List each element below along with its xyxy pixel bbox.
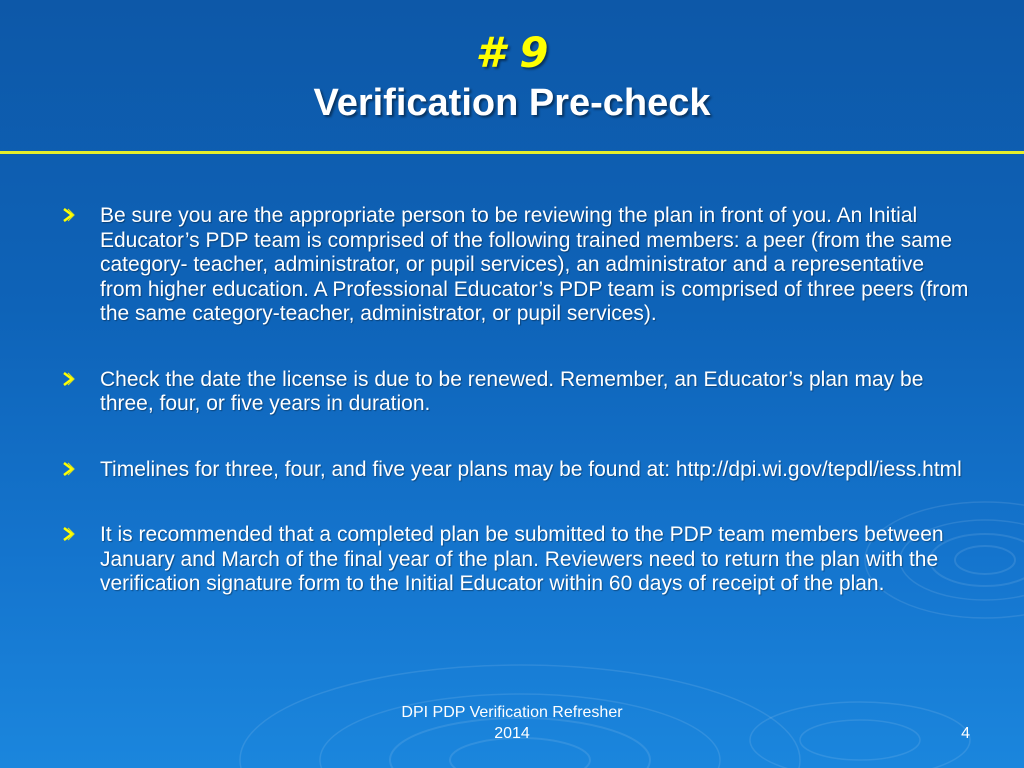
slide-title (0, 28, 1024, 126)
bullet-item (60, 523, 970, 597)
bullet-item (60, 368, 970, 417)
footer-year: 2014 (494, 725, 530, 742)
arrow-bullet-icon (62, 461, 76, 477)
arrow-bullet-icon (62, 371, 76, 387)
slide-number-heading: # 9 (475, 28, 549, 77)
arrow-bullet-icon (62, 526, 76, 542)
slide-heading: Verification Pre-check (313, 82, 711, 124)
title-divider (0, 151, 1024, 154)
footer-caption (312, 702, 712, 744)
page-number: 4 (961, 725, 970, 742)
arrow-bullet-icon (62, 207, 76, 223)
bullet-item (60, 458, 970, 483)
bullet-list (60, 204, 970, 638)
bullet-item (60, 204, 970, 327)
bullet-text: Check the date the license is due to be renewed. Remember, an Educator’s plan may be three, four, or five years in duration. (100, 367, 924, 415)
bullet-text: Be sure you are the appropriate person to be reviewing the plan in front of you. An Initial Educator’s PDP team is comprised of the following trained members: a peer (from the same category- teacher, administrator, or pupil services), an administrator and a representative from higher education. A Professional Educator’s PDP team is comprised of three peers (from the same category-teacher, administrator, or pupil services). (100, 204, 969, 325)
footer-title: DPI PDP Verification Refresher (401, 704, 623, 721)
bullet-text: It is recommended that a completed plan be submitted to the PDP team members between January and March of the final year of the plan. Reviewers need to return the plan with the verification signature form to the Initial Educator within 60 days of receipt of the plan. (100, 523, 944, 595)
bullet-text: Timelines for three, four, and five year plans may be found at: http://dpi.wi.gov/tepdl/iess.html (100, 457, 962, 481)
